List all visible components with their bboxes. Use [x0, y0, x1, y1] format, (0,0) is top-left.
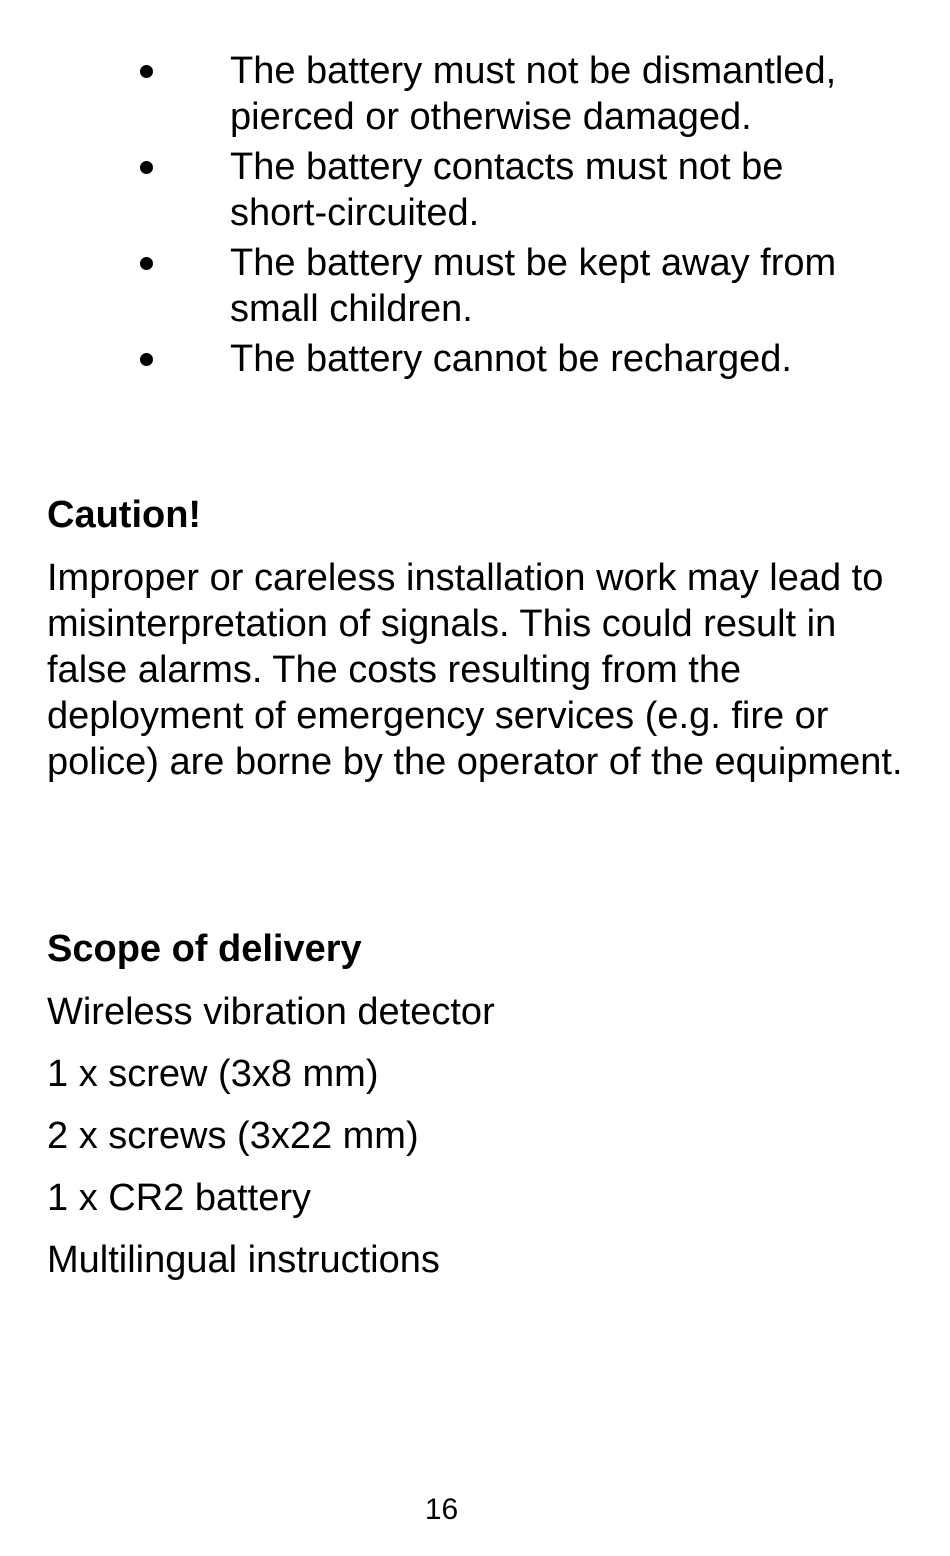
bullet-icon [140, 161, 153, 174]
bullet-icon [140, 257, 153, 270]
bullet-icon [140, 65, 153, 78]
warning-text: The battery must be kept away from small children. [230, 242, 837, 330]
scope-heading: Scope of delivery [47, 928, 362, 970]
list-item [0, 144, 950, 236]
battery-warnings-list [0, 48, 950, 386]
warning-text: The battery cannot be recharged. [230, 338, 792, 380]
list-item: 1 x CR2 battery [47, 1177, 311, 1219]
warning-text: The battery must not be dismantled, pierced or otherwise damaged. [230, 50, 837, 138]
warning-text: The battery contacts must not be short-circuited. [230, 146, 784, 234]
page-number: 16 [424, 1493, 459, 1526]
list-item [0, 336, 950, 382]
list-item: Multilingual instructions [47, 1239, 440, 1281]
list-item [0, 240, 950, 332]
bullet-icon [140, 353, 153, 366]
list-item [0, 48, 950, 140]
list-item: 2 x screws (3x22 mm) [47, 1115, 419, 1157]
caution-heading: Caution! [47, 494, 202, 536]
list-item: 1 x screw (3x8 mm) [47, 1053, 379, 1095]
list-item: Wireless vibration detector [47, 991, 495, 1033]
scope-list [47, 989, 495, 1299]
caution-paragraph: Improper or careless installation work may lead to misinterpretation of signals. This could result in false alarms. The costs resulting from the deployment of emergency services (e.g. fire or police) are borne by the operator of the equipment. [47, 557, 903, 783]
